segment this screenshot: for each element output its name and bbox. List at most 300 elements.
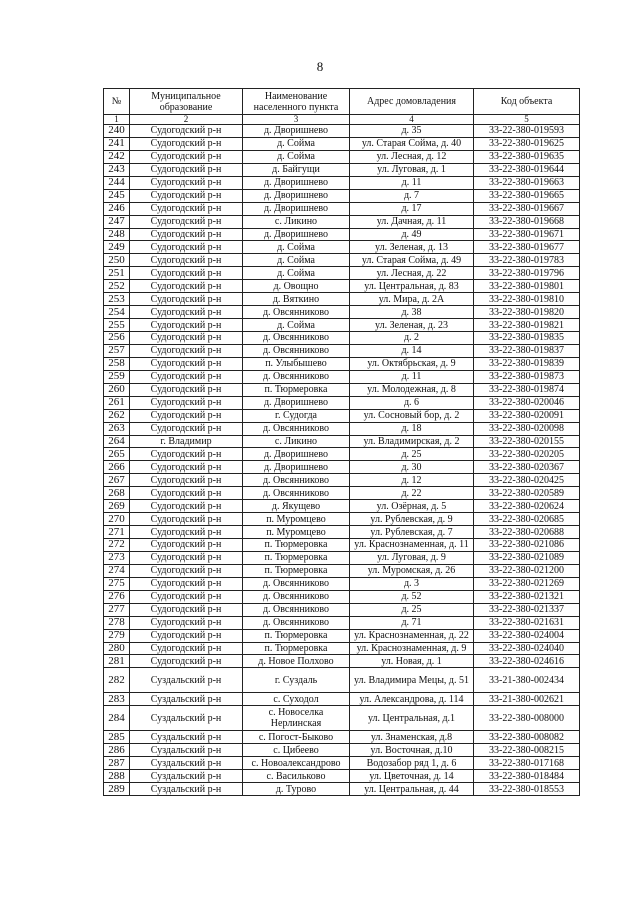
row-number: 255 [104, 319, 130, 332]
municipality-cell: Судогодский р-н [130, 319, 243, 332]
column-index-row [104, 115, 580, 125]
address-cell: д. 52 [350, 590, 474, 603]
municipality-cell: г. Владимир [130, 435, 243, 448]
settlement-cell: д. Овсянниково [243, 590, 350, 603]
settlement-cell: п. Тюрмеровка [243, 539, 350, 552]
settlement-cell: г. Судогда [243, 409, 350, 422]
object-code-cell: 33-22-380-020155 [474, 435, 580, 448]
table-row [104, 487, 580, 500]
address-cell: ул. Лесная, д. 22 [350, 267, 474, 280]
row-number: 263 [104, 422, 130, 435]
object-code-cell: 33-22-380-021269 [474, 577, 580, 590]
page-number: 8 [316, 59, 324, 74]
row-number: 275 [104, 577, 130, 590]
settlement-cell: д. Турово [243, 783, 350, 796]
object-code-cell: 33-22-380-020367 [474, 461, 580, 474]
object-code-cell: 33-22-380-019667 [474, 202, 580, 215]
object-code-cell: 33-22-380-019635 [474, 150, 580, 163]
municipality-cell: Судогодский р-н [130, 603, 243, 616]
column-index: 1 [104, 115, 130, 125]
table-row [104, 783, 580, 796]
object-code-cell: 33-22-380-018553 [474, 783, 580, 796]
object-code-cell: 33-22-380-024004 [474, 629, 580, 642]
object-code-cell: 33-22-380-021321 [474, 590, 580, 603]
municipality-cell: Суздальский р-н [130, 731, 243, 744]
table-row [104, 448, 580, 461]
address-cell: д. 14 [350, 344, 474, 357]
address-cell: ул. Луговая, д. 9 [350, 551, 474, 564]
row-number: 260 [104, 383, 130, 396]
municipality-cell: Судогодский р-н [130, 370, 243, 383]
object-code-cell: 33-22-380-020046 [474, 396, 580, 409]
address-cell: ул. Центральная, д. 83 [350, 280, 474, 293]
row-number: 247 [104, 215, 130, 228]
address-cell: ул. Краснознаменная, д. 22 [350, 629, 474, 642]
object-code-cell: 33-22-380-019810 [474, 293, 580, 306]
row-number: 286 [104, 744, 130, 757]
row-number: 244 [104, 176, 130, 189]
municipality-cell: Судогодский р-н [130, 332, 243, 345]
address-cell: д. 17 [350, 202, 474, 215]
table-row [104, 551, 580, 564]
address-cell: д. 7 [350, 189, 474, 202]
object-code-cell: 33-22-380-019796 [474, 267, 580, 280]
settlement-cell: д. Сойма [243, 150, 350, 163]
table-row [104, 125, 580, 138]
settlement-cell: п. Муромцево [243, 513, 350, 526]
municipality-cell: Судогодский р-н [130, 513, 243, 526]
header-number: № [104, 89, 130, 115]
municipality-cell: Судогодский р-н [130, 616, 243, 629]
settlement-cell: д. Овсянниково [243, 577, 350, 590]
object-code-cell: 33-22-380-019835 [474, 332, 580, 345]
settlement-cell: п. Тюрмеровка [243, 383, 350, 396]
table-row [104, 770, 580, 783]
table-row [104, 228, 580, 241]
municipality-cell: Суздальский р-н [130, 770, 243, 783]
table-row [104, 474, 580, 487]
municipality-cell: Судогодский р-н [130, 487, 243, 500]
table-row [104, 693, 580, 706]
table-row [104, 267, 580, 280]
address-cell: ул. Лесная, д. 12 [350, 150, 474, 163]
object-code-cell: 33-22-380-019873 [474, 370, 580, 383]
settlement-cell: д. Дворишнево [243, 461, 350, 474]
row-number: 262 [104, 409, 130, 422]
row-number: 246 [104, 202, 130, 215]
settlement-cell: д. Новое Полхово [243, 655, 350, 668]
settlement-cell: с. Ликино [243, 215, 350, 228]
row-number: 289 [104, 783, 130, 796]
address-cell: ул. Краснознаменная, д. 11 [350, 539, 474, 552]
municipality-cell: Судогодский р-н [130, 629, 243, 642]
municipality-cell: Судогодский р-н [130, 448, 243, 461]
object-code-cell: 33-22-380-019874 [474, 383, 580, 396]
table-row [104, 422, 580, 435]
address-cell: д. 25 [350, 603, 474, 616]
address-cell: д. 6 [350, 396, 474, 409]
object-code-cell: 33-22-380-019821 [474, 319, 580, 332]
table-row [104, 215, 580, 228]
address-cell: д. 71 [350, 616, 474, 629]
row-number: 249 [104, 241, 130, 254]
municipality-cell: Судогодский р-н [130, 474, 243, 487]
object-code-cell: 33-22-380-017168 [474, 757, 580, 770]
address-cell: ул. Рублевская, д. 7 [350, 526, 474, 539]
municipality-cell: Судогодский р-н [130, 280, 243, 293]
settlement-cell: д. Овсянниково [243, 422, 350, 435]
row-number: 254 [104, 306, 130, 319]
row-number: 280 [104, 642, 130, 655]
object-code-cell: 33-22-380-019820 [474, 306, 580, 319]
address-cell: ул. Октябрьская, д. 9 [350, 357, 474, 370]
settlement-cell: с. Ликино [243, 435, 350, 448]
municipality-cell: Судогодский р-н [130, 215, 243, 228]
row-number: 266 [104, 461, 130, 474]
table-row [104, 241, 580, 254]
settlement-cell: с. Новоалександрово [243, 757, 350, 770]
row-number: 281 [104, 655, 130, 668]
table-row [104, 539, 580, 552]
object-code-cell: 33-22-380-019663 [474, 176, 580, 189]
row-number: 241 [104, 137, 130, 150]
settlement-cell: д. Овощно [243, 280, 350, 293]
municipality-cell: Судогодский р-н [130, 241, 243, 254]
address-cell: д. 12 [350, 474, 474, 487]
row-number: 251 [104, 267, 130, 280]
object-code-cell: 33-22-380-019644 [474, 163, 580, 176]
settlement-cell: п. Улыбышево [243, 357, 350, 370]
table-row [104, 189, 580, 202]
settlement-cell: д. Сойма [243, 137, 350, 150]
table-row [104, 629, 580, 642]
table-row [104, 306, 580, 319]
row-number: 274 [104, 564, 130, 577]
settlement-cell: д. Овсянниково [243, 332, 350, 345]
header-settlement: Наименование населенного пункта [243, 89, 350, 115]
settlement-cell: д. Овсянниково [243, 306, 350, 319]
table-row [104, 461, 580, 474]
table-body [104, 125, 580, 796]
municipality-cell: Суздальский р-н [130, 668, 243, 693]
object-code-cell: 33-21-380-002621 [474, 693, 580, 706]
object-code-cell: 33-22-380-024616 [474, 655, 580, 668]
municipality-cell: Суздальский р-н [130, 706, 243, 731]
municipality-cell: Суздальский р-н [130, 693, 243, 706]
settlement-cell: п. Тюрмеровка [243, 642, 350, 655]
row-number: 271 [104, 526, 130, 539]
municipality-cell: Судогодский р-н [130, 500, 243, 513]
object-code-cell: 33-22-380-008000 [474, 706, 580, 731]
settlement-cell: д. Дворишнево [243, 448, 350, 461]
table-row [104, 435, 580, 448]
header-object-code: Код объекта [474, 89, 580, 115]
municipality-cell: Судогодский р-н [130, 306, 243, 319]
row-number: 267 [104, 474, 130, 487]
table-row [104, 513, 580, 526]
table-row [104, 383, 580, 396]
header-address: Адрес домовладения [350, 89, 474, 115]
settlement-cell: д. Овсянниково [243, 344, 350, 357]
settlement-cell: д. Дворишнево [243, 176, 350, 189]
row-number: 269 [104, 500, 130, 513]
table-row [104, 564, 580, 577]
municipality-cell: Судогодский р-н [130, 344, 243, 357]
table-row [104, 280, 580, 293]
address-cell: д. 22 [350, 487, 474, 500]
table-row [104, 176, 580, 189]
municipality-cell: Судогодский р-н [130, 202, 243, 215]
table-row [104, 577, 580, 590]
settlement-cell: д. Дворишнево [243, 189, 350, 202]
column-index: 5 [474, 115, 580, 125]
table-row [104, 150, 580, 163]
settlement-cell: д. Дворишнево [243, 228, 350, 241]
table-row [104, 526, 580, 539]
object-code-cell: 33-22-380-021337 [474, 603, 580, 616]
row-number: 257 [104, 344, 130, 357]
address-cell: ул. Зеленая, д. 23 [350, 319, 474, 332]
object-code-cell: 33-22-380-018484 [474, 770, 580, 783]
registry-table [103, 88, 580, 796]
municipality-cell: Судогодский р-н [130, 189, 243, 202]
table-row [104, 731, 580, 744]
object-code-cell: 33-22-380-020624 [474, 500, 580, 513]
table-row [104, 163, 580, 176]
settlement-cell: д. Дворишнево [243, 125, 350, 138]
settlement-cell: д. Овсянниково [243, 603, 350, 616]
settlement-cell: с. Новоселка Нерлинская [243, 706, 350, 731]
table-row [104, 370, 580, 383]
row-number: 288 [104, 770, 130, 783]
table-row [104, 202, 580, 215]
table-row [104, 616, 580, 629]
address-cell: д. 11 [350, 176, 474, 189]
address-cell: ул. Зеленая, д. 13 [350, 241, 474, 254]
table-row [104, 706, 580, 731]
settlement-cell: д. Сойма [243, 319, 350, 332]
table-row [104, 668, 580, 693]
header-municipality: Муниципальное образование [130, 89, 243, 115]
municipality-cell: Судогодский р-н [130, 551, 243, 564]
address-cell: ул. Мира, д. 2А [350, 293, 474, 306]
row-number: 276 [104, 590, 130, 603]
table-row [104, 293, 580, 306]
municipality-cell: Судогодский р-н [130, 163, 243, 176]
municipality-cell: Судогодский р-н [130, 228, 243, 241]
municipality-cell: Судогодский р-н [130, 422, 243, 435]
municipality-cell: Судогодский р-н [130, 642, 243, 655]
address-cell: ул. Сосновый бор, д. 2 [350, 409, 474, 422]
municipality-cell: Судогодский р-н [130, 293, 243, 306]
row-number: 258 [104, 357, 130, 370]
row-number: 272 [104, 539, 130, 552]
settlement-cell: с. Васильково [243, 770, 350, 783]
row-number: 242 [104, 150, 130, 163]
address-cell: ул. Старая Сойма, д. 40 [350, 137, 474, 150]
settlement-cell: д. Овсянниково [243, 616, 350, 629]
address-cell: ул. Центральная, д.1 [350, 706, 474, 731]
row-number: 282 [104, 668, 130, 693]
address-cell: д. 11 [350, 370, 474, 383]
settlement-cell: д. Сойма [243, 254, 350, 267]
settlement-cell: д. Овсянниково [243, 487, 350, 500]
row-number: 279 [104, 629, 130, 642]
column-index: 3 [243, 115, 350, 125]
municipality-cell: Судогодский р-н [130, 150, 243, 163]
object-code-cell: 33-22-380-021200 [474, 564, 580, 577]
address-cell: д. 30 [350, 461, 474, 474]
object-code-cell: 33-22-380-019625 [474, 137, 580, 150]
address-cell: ул. Муромская, д. 26 [350, 564, 474, 577]
municipality-cell: Судогодский р-н [130, 526, 243, 539]
settlement-cell: п. Муромцево [243, 526, 350, 539]
object-code-cell: 33-22-380-021089 [474, 551, 580, 564]
address-cell: ул. Молодежная, д. 8 [350, 383, 474, 396]
object-code-cell: 33-22-380-019671 [474, 228, 580, 241]
table-row [104, 357, 580, 370]
municipality-cell: Суздальский р-н [130, 757, 243, 770]
object-code-cell: 33-22-380-024040 [474, 642, 580, 655]
object-code-cell: 33-22-380-020098 [474, 422, 580, 435]
municipality-cell: Суздальский р-н [130, 783, 243, 796]
settlement-cell: г. Суздаль [243, 668, 350, 693]
municipality-cell: Судогодский р-н [130, 254, 243, 267]
municipality-cell: Судогодский р-н [130, 357, 243, 370]
object-code-cell: 33-21-380-002434 [474, 668, 580, 693]
row-number: 284 [104, 706, 130, 731]
object-code-cell: 33-22-380-020205 [474, 448, 580, 461]
object-code-cell: 33-22-380-019665 [474, 189, 580, 202]
object-code-cell: 33-22-380-020091 [474, 409, 580, 422]
settlement-cell: д. Дворишнево [243, 396, 350, 409]
object-code-cell: 33-22-380-020589 [474, 487, 580, 500]
table-row [104, 500, 580, 513]
table-row [104, 642, 580, 655]
settlement-cell: с. Цибеево [243, 744, 350, 757]
object-code-cell: 33-22-380-019839 [474, 357, 580, 370]
object-code-cell: 33-22-380-020685 [474, 513, 580, 526]
row-number: 261 [104, 396, 130, 409]
address-cell: д. 49 [350, 228, 474, 241]
settlement-cell: д. Овсянниково [243, 474, 350, 487]
object-code-cell: 33-22-380-021086 [474, 539, 580, 552]
table-row [104, 744, 580, 757]
row-number: 285 [104, 731, 130, 744]
address-cell: ул. Дачная, д. 11 [350, 215, 474, 228]
row-number: 273 [104, 551, 130, 564]
column-index: 2 [130, 115, 243, 125]
table-row [104, 409, 580, 422]
settlement-cell: п. Тюрмеровка [243, 629, 350, 642]
row-number: 268 [104, 487, 130, 500]
address-cell: ул. Восточная, д.10 [350, 744, 474, 757]
settlement-cell: д. Сойма [243, 267, 350, 280]
table-row [104, 757, 580, 770]
address-cell: ул. Новая, д. 1 [350, 655, 474, 668]
row-number: 250 [104, 254, 130, 267]
table-row [104, 603, 580, 616]
row-number: 248 [104, 228, 130, 241]
settlement-cell: п. Тюрмеровка [243, 551, 350, 564]
municipality-cell: Суздальский р-н [130, 744, 243, 757]
table-row [104, 344, 580, 357]
municipality-cell: Судогодский р-н [130, 383, 243, 396]
row-number: 245 [104, 189, 130, 202]
object-code-cell: 33-22-380-008082 [474, 731, 580, 744]
row-number: 259 [104, 370, 130, 383]
address-cell: Водозабор ряд 1, д. 6 [350, 757, 474, 770]
object-code-cell: 33-22-380-019593 [474, 125, 580, 138]
address-cell: ул. Владимира Мецы, д. 51 [350, 668, 474, 693]
object-code-cell: 33-22-380-021631 [474, 616, 580, 629]
object-code-cell: 33-22-380-020425 [474, 474, 580, 487]
row-number: 243 [104, 163, 130, 176]
column-index: 4 [350, 115, 474, 125]
settlement-cell: д. Вяткино [243, 293, 350, 306]
municipality-cell: Судогодский р-н [130, 655, 243, 668]
address-cell: ул. Знаменская, д.8 [350, 731, 474, 744]
address-cell: ул. Владимирская, д. 2 [350, 435, 474, 448]
settlement-cell: д. Сойма [243, 241, 350, 254]
settlement-cell: д. Дворишнево [243, 202, 350, 215]
address-cell: ул. Луговая, д. 1 [350, 163, 474, 176]
row-number: 283 [104, 693, 130, 706]
row-number: 252 [104, 280, 130, 293]
table-row [104, 319, 580, 332]
row-number: 287 [104, 757, 130, 770]
municipality-cell: Судогодский р-н [130, 137, 243, 150]
table-header-row [104, 89, 580, 115]
settlement-cell: д. Овсянниково [243, 370, 350, 383]
address-cell: ул. Старая Сойма, д. 49 [350, 254, 474, 267]
row-number: 270 [104, 513, 130, 526]
row-number: 278 [104, 616, 130, 629]
row-number: 277 [104, 603, 130, 616]
table-row [104, 590, 580, 603]
address-cell: д. 3 [350, 577, 474, 590]
settlement-cell: д. Якущево [243, 500, 350, 513]
municipality-cell: Судогодский р-н [130, 176, 243, 189]
municipality-cell: Судогодский р-н [130, 396, 243, 409]
address-cell: д. 18 [350, 422, 474, 435]
table-row [104, 254, 580, 267]
municipality-cell: Судогодский р-н [130, 267, 243, 280]
object-code-cell: 33-22-380-019783 [474, 254, 580, 267]
row-number: 265 [104, 448, 130, 461]
address-cell: д. 38 [350, 306, 474, 319]
settlement-cell: с. Суходол [243, 693, 350, 706]
address-cell: д. 35 [350, 125, 474, 138]
settlement-cell: д. Байгущи [243, 163, 350, 176]
address-cell: ул. Цветочная, д. 14 [350, 770, 474, 783]
table-row [104, 655, 580, 668]
address-cell: ул. Александрова, д. 114 [350, 693, 474, 706]
municipality-cell: Судогодский р-н [130, 125, 243, 138]
municipality-cell: Судогодский р-н [130, 590, 243, 603]
row-number: 253 [104, 293, 130, 306]
row-number: 240 [104, 125, 130, 138]
address-cell: д. 2 [350, 332, 474, 345]
object-code-cell: 33-22-380-008215 [474, 744, 580, 757]
address-cell: ул. Озёрная, д. 5 [350, 500, 474, 513]
object-code-cell: 33-22-380-019677 [474, 241, 580, 254]
municipality-cell: Судогодский р-н [130, 539, 243, 552]
address-cell: ул. Рублевская, д. 9 [350, 513, 474, 526]
address-cell: д. 25 [350, 448, 474, 461]
object-code-cell: 33-22-380-019801 [474, 280, 580, 293]
table-row [104, 396, 580, 409]
